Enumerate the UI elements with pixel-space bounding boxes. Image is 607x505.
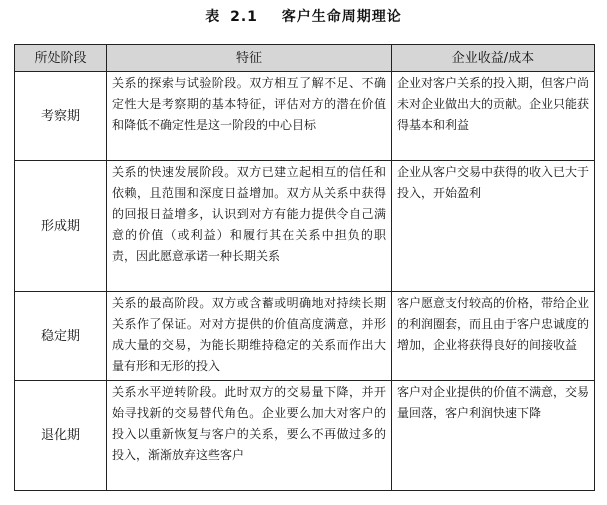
feature-cell: 关系的快速发展阶段。双方已建立起相互的信任和依赖，且范围和深度日益增加。双方从关系中获得的回报日益增多，认识到对方有能力提供令自己满意的价值（或利益）和履行其在关系中担负的职责，因此愿意承诺一种长期关系 xyxy=(107,161,392,292)
header-stage: 所处阶段 xyxy=(15,45,107,72)
stage-cell: 稳定期 xyxy=(15,292,107,381)
header-feature: 特征 xyxy=(107,45,392,72)
table-row xyxy=(15,161,595,292)
table-row xyxy=(15,72,595,161)
stage-cell: 形成期 xyxy=(15,161,107,292)
table-row xyxy=(15,292,595,381)
caption-label: 表 xyxy=(205,9,221,25)
benefit-cell: 客户对企业提供的价值不满意，交易量回落，客户利润快速下降 xyxy=(392,381,595,491)
caption-title: 客户生命周期理论 xyxy=(281,9,402,25)
feature-cell: 关系的最高阶段。双方或含蓄或明确地对持续长期关系作了保证。对对方提供的价值高度满意，并形成大量的交易，为能长期维持稳定的关系而作出大量有形和无形的投入 xyxy=(107,292,392,381)
stage-cell: 考察期 xyxy=(15,72,107,161)
header-benefit: 企业收益/成本 xyxy=(392,45,595,72)
caption-number: 2.1 xyxy=(230,9,258,25)
header-row xyxy=(15,45,595,72)
table-caption xyxy=(0,6,607,26)
feature-cell: 关系水平逆转阶段。此时双方的交易量下降，并开始寻找新的交易替代角色。企业要么加大对客户的投入以重新恢复与客户的关系，要么不再做过多的投入，渐渐放弃这些客户 xyxy=(107,381,392,491)
feature-cell: 关系的探索与试验阶段。双方相互了解不足、不确定性大是考察期的基本特征，评估对方的潜在价值和降低不确定性是这一阶段的中心目标 xyxy=(107,72,392,161)
stage-cell: 退化期 xyxy=(15,381,107,491)
customer-lifecycle-table xyxy=(14,44,595,491)
table-row xyxy=(15,381,595,491)
benefit-cell: 企业从客户交易中获得的收入已大于投入，开始盈利 xyxy=(392,161,595,292)
benefit-cell: 客户愿意支付较高的价格，带给企业的利润圈套，而且由于客户忠诚度的增加，企业将获得良好的间接收益 xyxy=(392,292,595,381)
benefit-cell: 企业对客户关系的投入期，但客户尚未对企业做出大的贡献。企业只能获得基本和利益 xyxy=(392,72,595,161)
